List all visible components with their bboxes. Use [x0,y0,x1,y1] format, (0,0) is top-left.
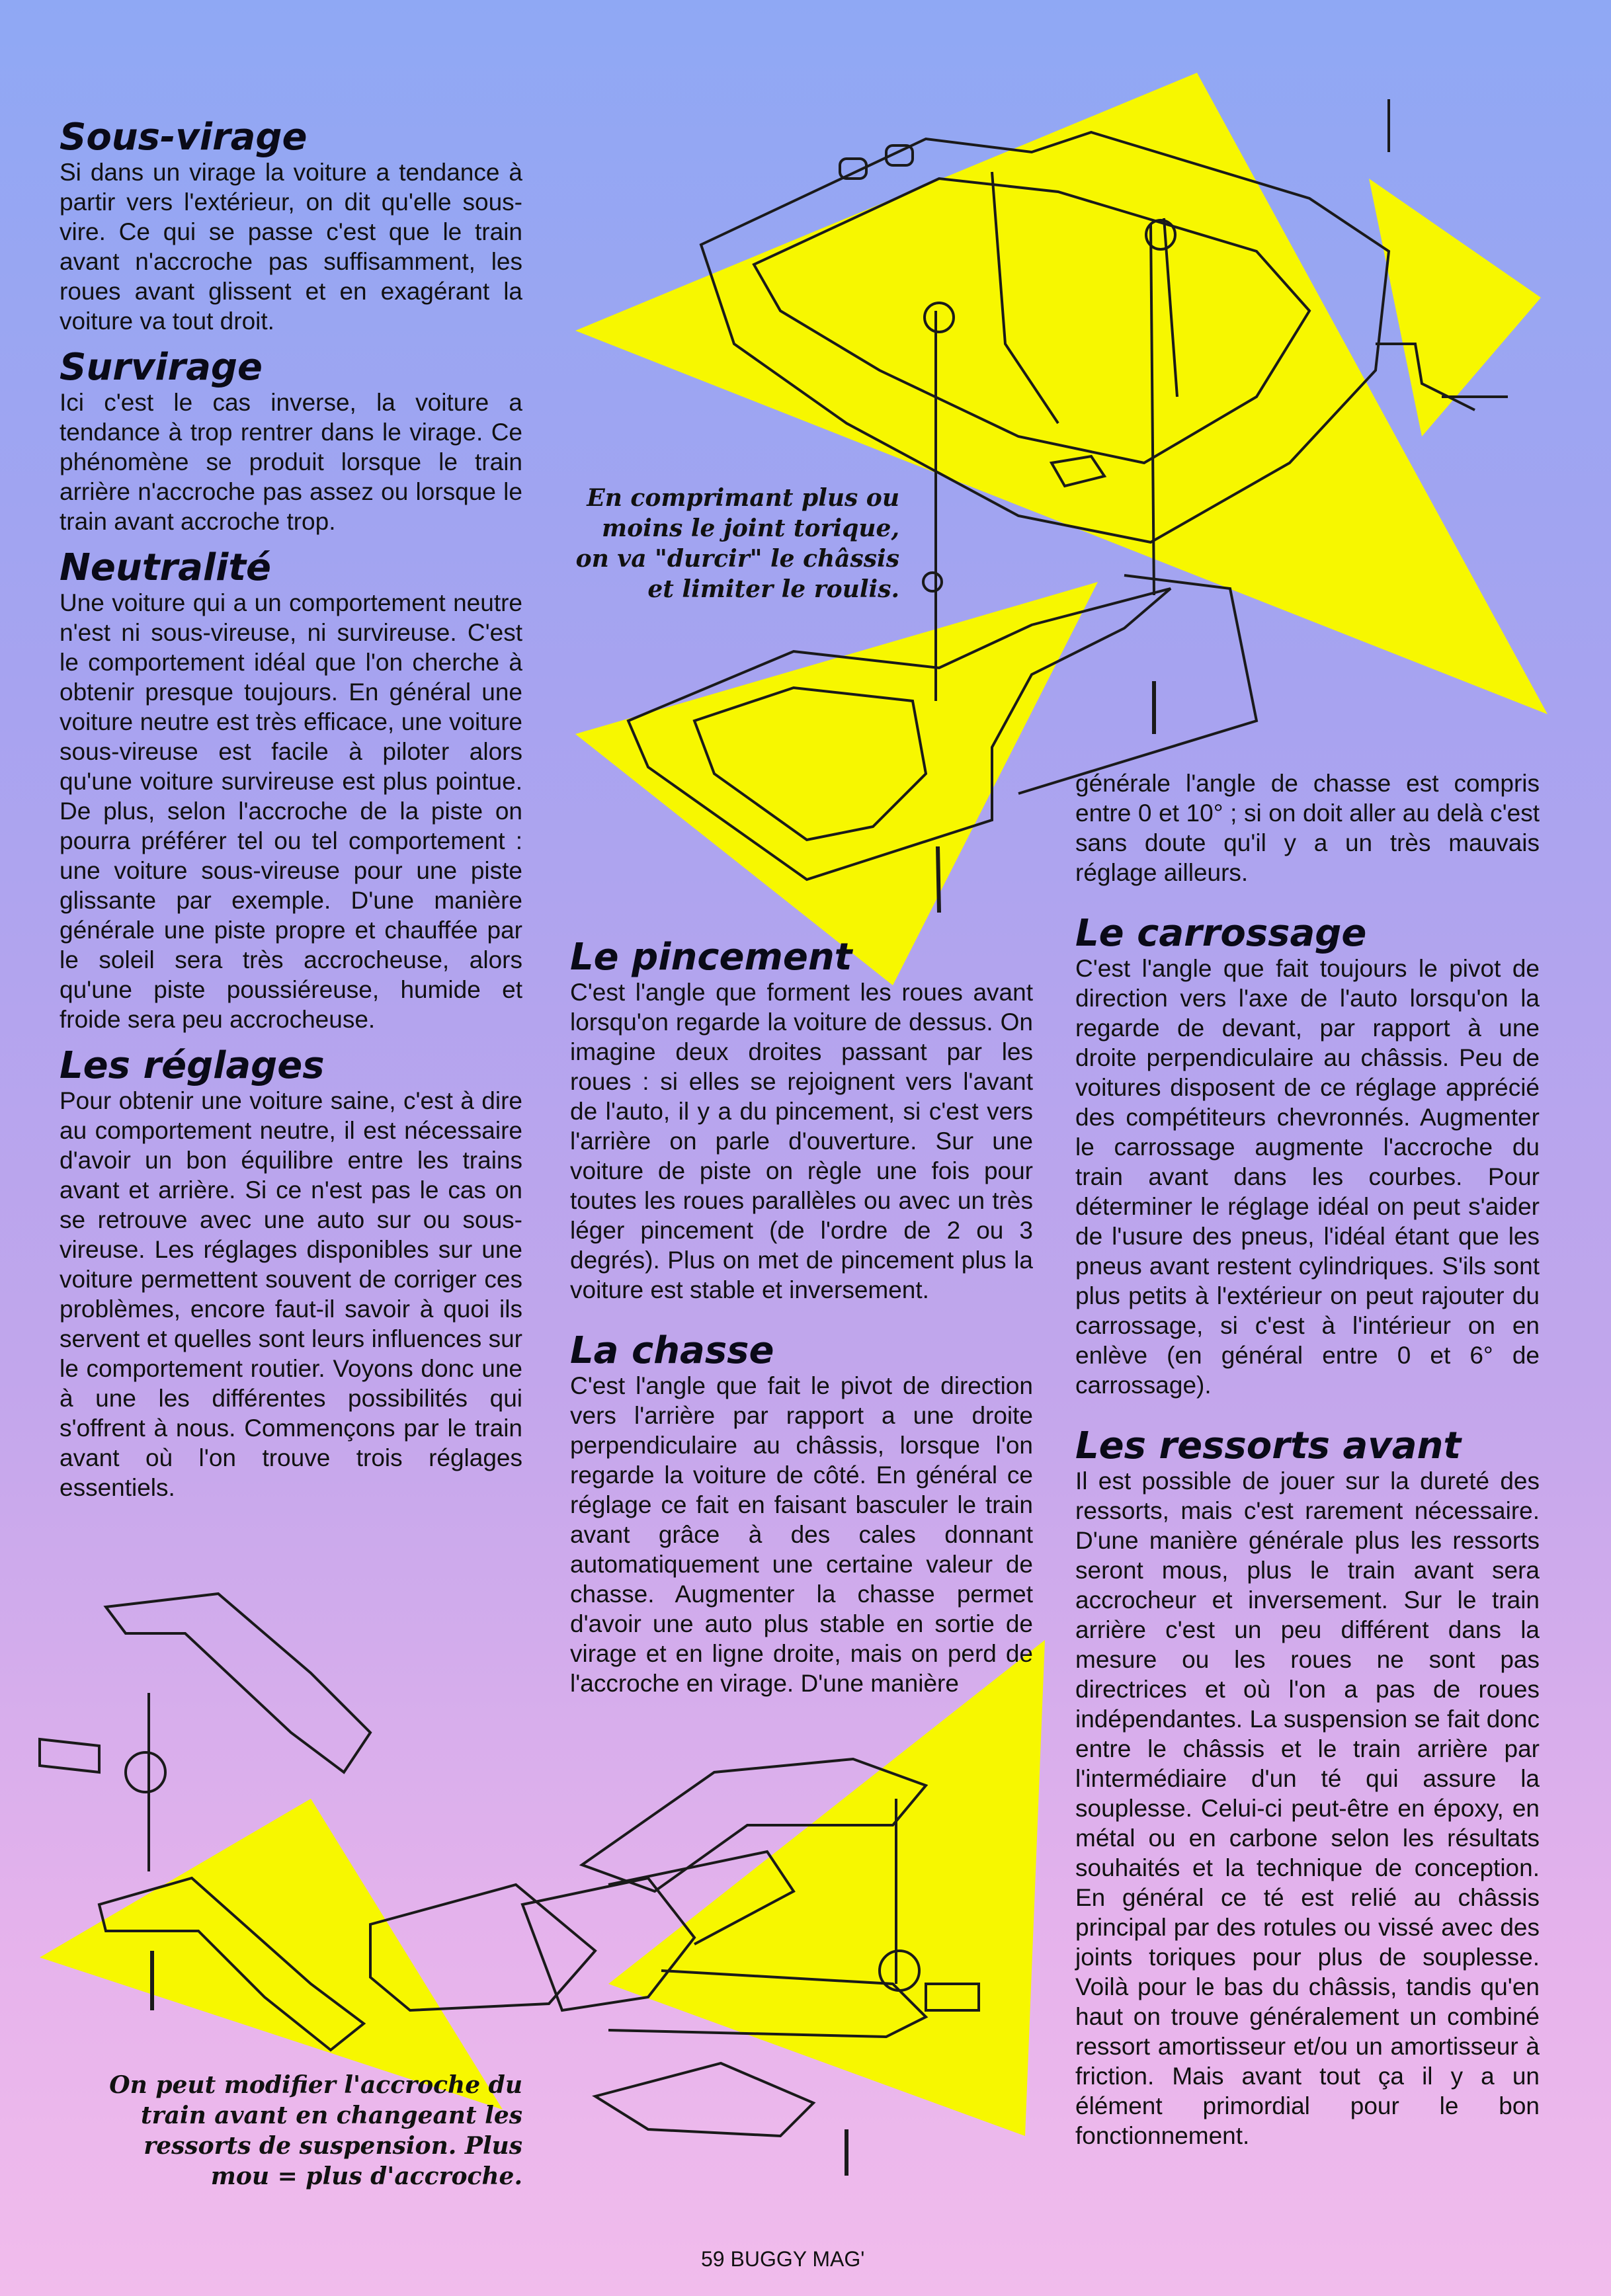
body-sous-virage: Si dans un virage la voiture a tendance à partir vers l'extérieur, on dit qu'elle sous-vire. Ce qui se passe c'est que le train avant n'accroche pas suffisamment, les roues avant glissent et en exagérant la voiture va tout droit. [60,159,522,335]
heading-sous-virage: Sous-virage [60,116,308,159]
yellow-triangle-middle [575,582,1098,985]
page-folio: 59 BUGGY MAG' [701,2247,865,2271]
heading-le-pincement: Le pincement [570,936,852,979]
caption-top: En comprimant plus ou moins le joint torique, on va "durcir" le châssis et limiter le roulis. [575,484,899,603]
body-chasse-continuation: générale l'angle de chasse est compris entre 0 et 10° ; si on doit aller au delà c'est sans doute qu'il y a un très mauvais réglage ailleurs. [1075,770,1540,886]
body-le-carrossage: C'est l'angle que fait toujours le pivot de direction vers l'axe de l'auto lorsqu'on la regarde de devant, par rapport à une droite perpendiculaire au châssis. Peu de voitures disposent de ce réglage apprécié des compétiteurs chevronnés. Augmenter le carrossage augmente l'accroche du train avant dans les courbes. Pour déterminer le réglage idéal on peut s'aider de l'usure des pneus, l'idéal étant que les pneus avant restent cylindriques. S'ils sont plus petits à l'extérieur on peut rajouter du carrossage, si c'est à l'intérieur on en enlève (en général entre 0 et 6° de carrossage). [1075,955,1540,1399]
body-les-reglages: Pour obtenir une voiture saine, c'est à dire au comportement neutre, il est nécessaire d'avoir un bon équilibre entre les trains avant et arrière. Si ce n'est pas le cas on se retrouve avec une auto sur ou sous-vireuse. Les réglages disponibles sur une voiture permettent souvent de corriger ces problèmes, encore faut-il savoir à quoi ils servent et quelles sont leurs influences sur le comportement routier. Voyons donc une à une les différentes possibilités qui s'offrent à nous. Commençons par le train avant où l'on trouve trois réglages essentiels. [60,1087,522,1501]
heading-les-ressorts-avant: Les ressorts avant [1075,1424,1462,1467]
heading-la-chasse: La chasse [570,1329,774,1372]
body-la-chasse: C'est l'angle que fait le pivot de direction vers l'arrière par rapport a une droite perpendiculaire au châssis, lorsque l'on regarde la voiture de côté. En général ce réglage ce fait en faisant basculer le train avant grâce à des cales donnant automatiquement une certaine valeur de chasse. Augmenter la chasse permet d'avoir une auto plus stable en sortie de virage et en ligne droite, mais on perd de l'accroche en virage. D'une manière [570,1372,1033,1697]
body-neutralite: Une voiture qui a un comportement neutre n'est ni sous-vireuse, ni survireuse. C'est le comportement idéal que l'on cherche à obtenir presque toujours. En général une voiture neutre est très efficace, une voiture sous-vireuse est facile à piloter alors qu'une voiture survireuse est plus pointue. De plus, selon l'accroche de la piste on pourra préférer tel ou tel comportement : une voiture sous-vireuse pour une piste glissante par exemple. D'une manière générale une piste propre et chauffée par le soleil sera très accrocheuse, alors qu'une piste poussiéreuse, humide et froide sera peu accrocheuse. [60,589,522,1033]
left-column [60,118,522,1502]
heading-les-reglages: Les réglages [60,1044,325,1087]
body-le-pincement: C'est l'angle que forment les roues avant lorsqu'on regarde la voiture de dessus. On imagine deux droites passant par les roues : si elles se rejoignent vers l'avant de l'auto, il y a du pincement, si c'est vers l'arrière on parle d'ouverture. Sur une voiture de piste on règle une fois pour toutes les roues parallèles ou avec un très léger pincement (de l'ordre de 2 ou 3 degrés). Plus on met de pincement plus la voiture est stable et inversement. [570,979,1033,1303]
yellow-triangle-bottom-left [40,1799,503,2110]
yellow-triangle-bottom-right [608,1640,1045,2136]
body-les-ressorts-avant: Il est possible de jouer sur la dureté des ressorts, mais c'est rarement nécessaire. D'une manière générale plus les ressorts seront mous, plus le train avant sera accrocheur et inversement. Sur le train arrière c'est un peu différent dans la mesure ou les roues ne sont pas directrices et où l'on a pas de roues indépendantes. La suspension se fait donc entre le châssis et le train arrière par l'intermédiaire d'un té qui assure la souplesse. Celui-ci peut-être en époxy, en métal ou en carbone selon les résultats souhaités et la technique de conception. En général ce té est relié au châssis principal par des rotules ou vissé avec des joints toriques pour plus de souplesse. Voilà pour le bas du châssis, tandis qu'en haut on trouve généralement un combiné ressort amortisseur et/ou un amortisseur à friction. Mais avant tout ça il y a un élément primordial pour le bon fonctionnement. [1075,1467,1540,2149]
caption-bottom: On peut modifier l'accroche du train avant en changeant les ressorts de suspension. Plus mou = plus d'accroche. [109,2071,522,2190]
heading-le-carrossage: Le carrossage [1075,912,1367,955]
right-column [1075,768,1540,2151]
middle-column [570,938,1033,1698]
body-survirage: Ici c'est le cas inverse, la voiture a tendance à trop rentrer dans le virage. Ce phénomène se produit lorsque le train arrière n'accroche pas assez ou lorsque le train avant accroche trop. [60,389,522,535]
heading-neutralite: Neutralité [60,546,272,589]
heading-survirage: Survirage [60,346,263,389]
